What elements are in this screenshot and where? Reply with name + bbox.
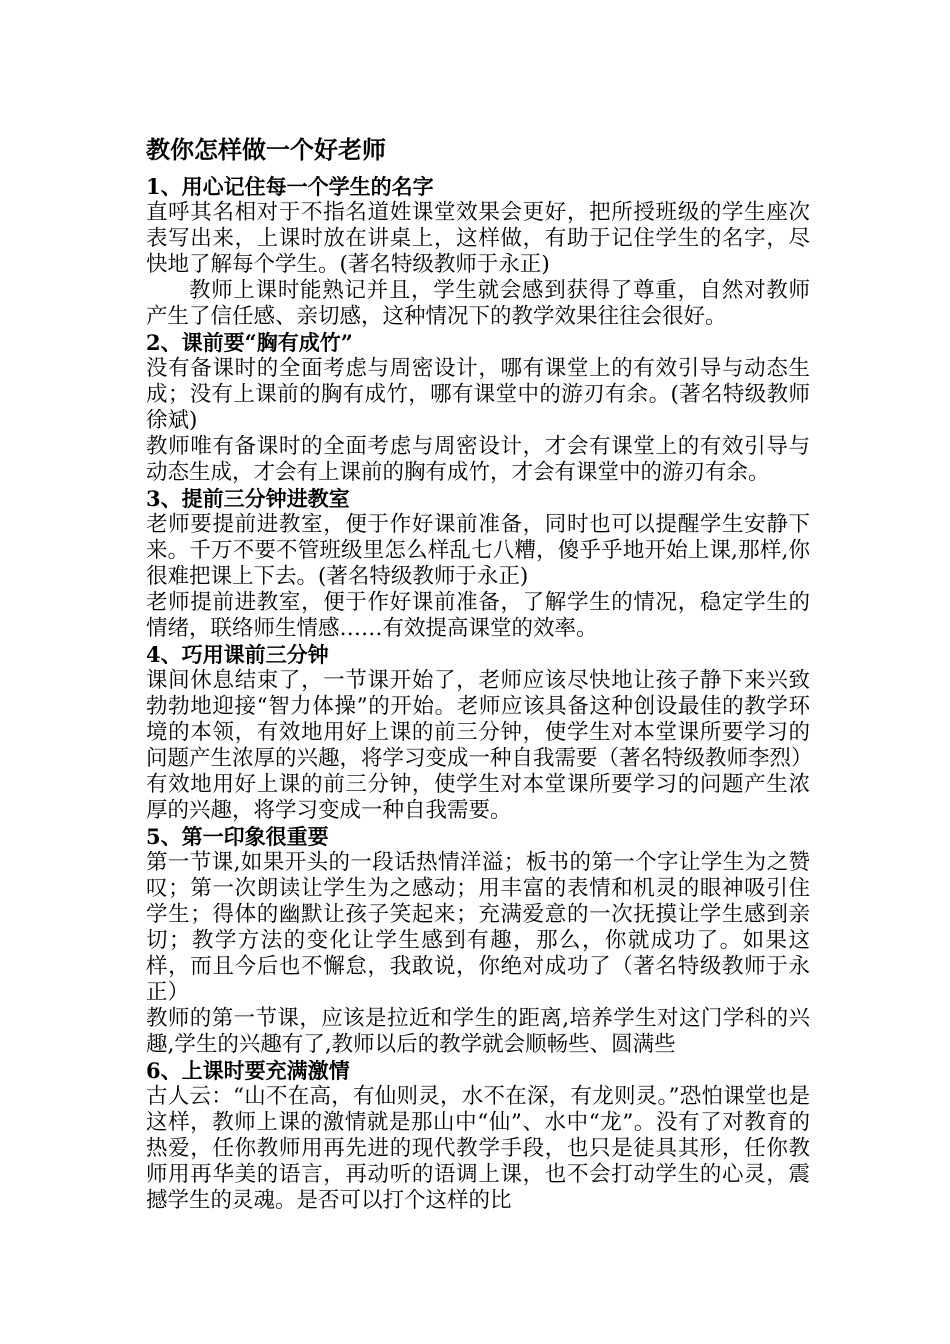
section-5 [146,824,810,1058]
section-heading: 5、第一印象很重要 [146,824,329,849]
section-paragraph: 直呼其名相对于不指名道姓课堂效果会更好，把所授班级的学生座次表写出来，上课时放在讲桌上，这样做，有助于记住学生的名字，尽快地了解每个学生。(著名特级教师于永正) [146,200,810,277]
section-heading: 6、上课时要充满激情 [146,1058,350,1083]
section-6 [146,1058,810,1214]
section-paragraph: 没有备课时的全面考虑与周密设计，哪有课堂上的有效引导与动态生成；没有上课前的胸有成竹，哪有课堂中的游刃有余。(著名特级教师徐斌) [146,356,810,433]
section-paragraph: 教师上课时能熟记并且，学生就会感到获得了尊重，自然对教师产生了信任感、亲切感，这种情况下的教学效果往往会很好。 [146,278,810,329]
section-paragraph: 教师的第一节课，应该是拉近和学生的距离,培养学生对这门学科的兴趣,学生的兴趣有了,教师以后的教学就会顺畅些、圆满些 [146,1006,810,1057]
section-1 [146,174,810,330]
section-paragraph: 有效地用好上课的前三分钟，使学生对本堂课所要学习的问题产生浓厚的兴趣，将学习变成一种自我需要。 [146,772,810,823]
document-title: 教你怎样做一个好老师 [146,135,386,164]
section-3 [146,486,810,642]
section-heading: 1、用心记住每一个学生的名字 [146,174,434,199]
section-heading: 4、巧用课前三分钟 [146,642,329,667]
section-paragraph: 教师唯有备课时的全面考虑与周密设计，才会有课堂上的有效引导与动态生成，才会有上课前的胸有成竹，才会有课堂中的游刃有余。 [146,434,810,485]
section-2 [146,330,810,486]
section-paragraph: 老师提前进教室，便于作好课前准备，了解学生的情况，稳定学生的情绪，联络师生情感……有效提高课堂的效率。 [146,590,810,641]
section-4 [146,642,813,824]
section-heading: 3、提前三分钟进教室 [146,486,350,511]
section-paragraph: 老师要提前进教室，便于作好课前准备，同时也可以提醒学生安静下来。千万不要不管班级里怎么样乱七八糟，傻乎乎地开始上课,那样,你很难把课上下去。(著名特级教师于永正) [146,512,810,589]
section-paragraph: 第一节课,如果开头的一段话热情洋溢；板书的第一个字让学生为之赞叹；第一次朗读让学生为之感动；用丰富的表情和机灵的眼神吸引住学生；得体的幽默让孩子笑起来；充满爱意的一次抚摸让学生感到亲切；教学方法的变化让学生感到有趣，那么，你就成功了。如果这样，而且今后也不懈怠，我敢说，你绝对成功了（著名特级教师于永正） [146,850,810,1005]
section-heading: 2、课前要“胸有成竹” [146,330,353,355]
section-paragraph: 古人云：“山不在高，有仙则灵，水不在深，有龙则灵。”恐怕课堂也是这样，教师上课的激情就是那山中“仙”、水中“龙”。没有了对教育的热爱，任你教师用再先进的现代教学手段，也只是徒具其形，任你教师用再华美的语言，再动听的语调上课，也不会打动学生的心灵，震撼学生的灵魂。是否可以打个这样的比 [146,1084,810,1213]
document-page [146,134,813,1214]
section-paragraph: 课间休息结束了，一节课开始了，老师应该尽快地让孩子静下来兴致勃勃地迎接“智力体操”的开始。老师应该具备这种创设最佳的教学环境的本领，有效地用好上课的前三分钟，使学生对本堂课所要学习的问题产生浓厚的兴趣，将学习变成一种自我需要（著名特级教师李烈） [146,668,813,771]
